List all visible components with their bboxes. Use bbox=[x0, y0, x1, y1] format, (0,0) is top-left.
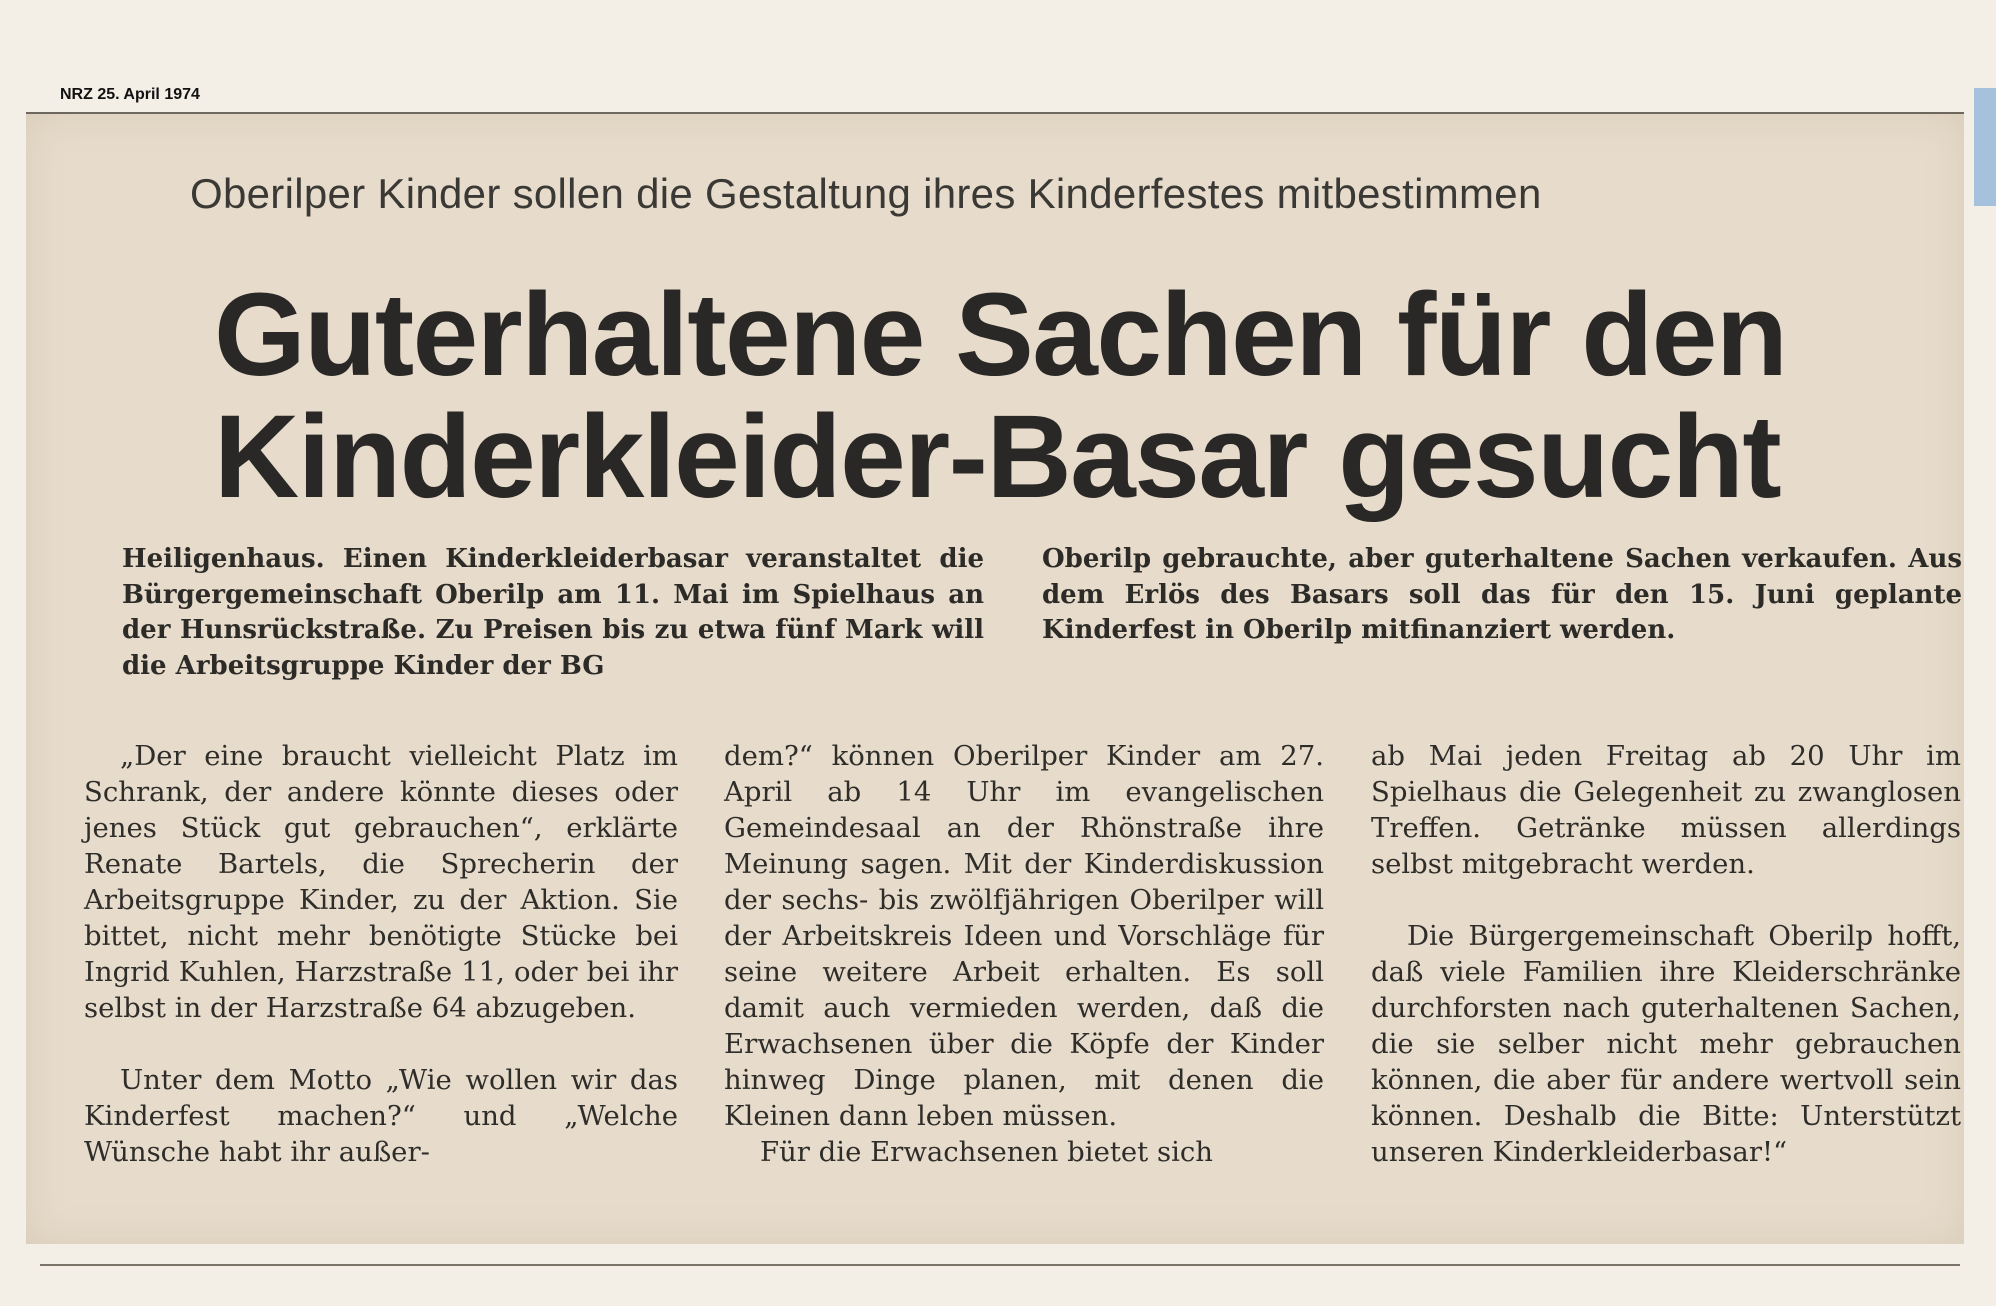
body-paragraph: „Der eine braucht vielleicht Platz im Schrank, der andere könnte dieses oder jenes Stück gut gebrauchen“, erklärte Renate Bartels, die Sprecherin der Arbeitsgruppe Kinder, zu der Aktion. Sie bittet, nicht mehr benötigte Stücke bei Ingrid Kuhlen, Harzstraße 11, oder bei ihr selbst in der Harzstraße 64 abzugeben. bbox=[84, 740, 678, 1024]
article-kicker: Oberilper Kinder sollen die Gestaltung ihres Kinderfestes mitbestimmen bbox=[190, 170, 1542, 217]
newspaper-clipping bbox=[26, 112, 1964, 1244]
bleed-through-text bbox=[36, 224, 186, 524]
source-label: NRZ 25. April 1974 bbox=[60, 86, 200, 103]
body-column-3 bbox=[1371, 738, 1961, 1206]
headline-line-2: Kinderkleider-Basar gesucht bbox=[214, 391, 1781, 523]
lead-paragraph-left: Heiligenhaus. Einen Kinderkleiderbasar veranstaltet die Bürgergemeinschaft Oberilp am 11. Mai im Spielhaus an der Hunsrückstraße. Zu Preisen bis zu etwa fünf Mark will die Arbeitsgruppe Kinder der BG bbox=[122, 544, 984, 681]
body-paragraph: dem?“ können Oberilper Kinder am 27. April ab 14 Uhr im evangelischen Gemeindesaal an der Rhönstraße ihre Meinung sagen. Mit der Kinderdiskussion der sechs- bis zwölfjährigen Oberilper will der Arbeitskreis Ideen und Vorschläge für seine weitere Arbeit erhalten. Es soll damit auch vermieden werden, daß die Erwachsenen über die Köpfe der Kinder hinweg Dinge planen, mit denen die Kleinen dann leben müssen. bbox=[724, 740, 1324, 1132]
bottom-rule bbox=[40, 1264, 1960, 1266]
body-paragraph: ab Mai jeden Freitag ab 20 Uhr im Spielhaus die Gelegenheit zu zwanglosen Treffen. Getränke müssen allerdings selbst mitgebracht werden. bbox=[1371, 740, 1961, 880]
article-headline bbox=[214, 269, 1854, 523]
body-column-1 bbox=[84, 738, 678, 1206]
edge-strip bbox=[1974, 88, 1996, 206]
body-paragraph: Für die Erwachsenen bietet sich bbox=[760, 1136, 1213, 1168]
body-paragraph: Unter dem Motto „Wie wollen wir das Kinderfest machen?“ und „Welche Wünsche habt ihr außer- bbox=[84, 1064, 678, 1168]
body-paragraph: Die Bürgergemeinschaft Oberilp hofft, daß viele Familien ihre Kleiderschränke durchforsten nach guterhaltenen Sachen, die sie selber nicht mehr gebrauchen können, die aber für andere wertvoll sein können. Deshalb die Bitte: Unterstützt unseren Kinderkleiderbasar!“ bbox=[1371, 920, 1961, 1168]
headline-line-1: Guterhaltene Sachen für den bbox=[214, 269, 1787, 401]
body-column-2 bbox=[724, 738, 1324, 1206]
lead-paragraph-right: Oberilp gebrauchte, aber guterhaltene Sachen verkaufen. Aus dem Erlös des Basars soll das für den 15. Juni geplante Kinderfest in Oberilp mitfinanziert werden. bbox=[1042, 544, 1962, 645]
